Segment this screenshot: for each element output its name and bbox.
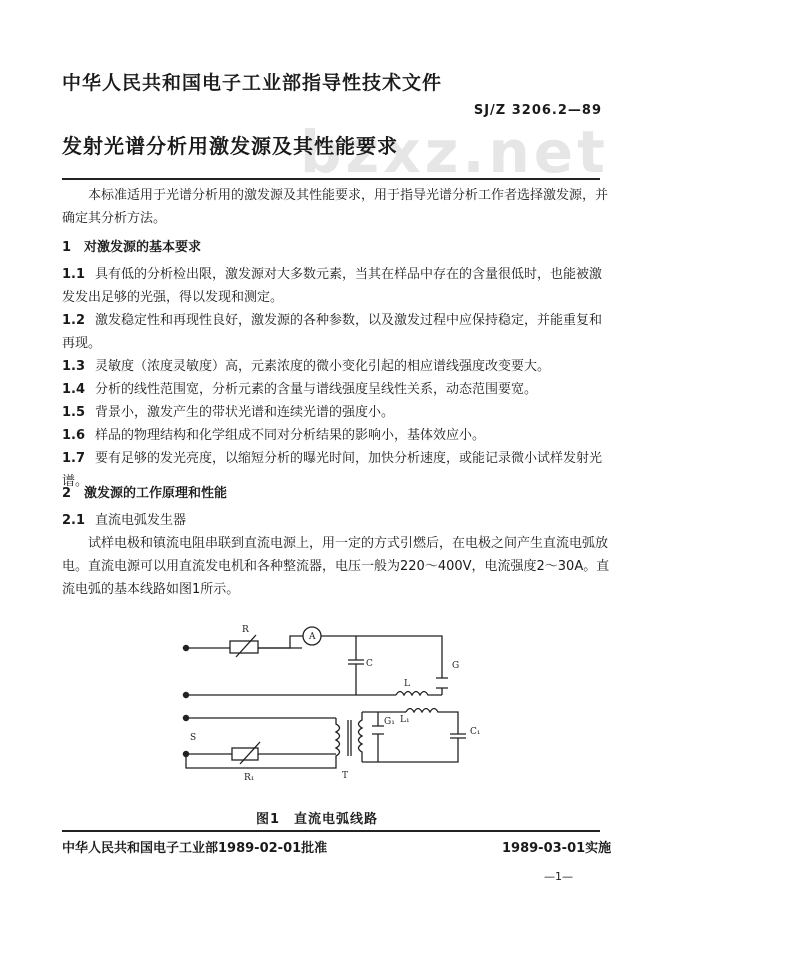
clause-number: 1.4	[62, 382, 86, 397]
clause-number: 1.1	[62, 267, 86, 282]
clause-1-1	[62, 263, 610, 309]
intro-text: 本标准适用于光谱分析用的激发源及其性能要求，用于指导光谱分析工作者选择激发源，并确定其分析方法。	[62, 188, 609, 226]
intro-paragraph	[62, 184, 610, 230]
clause-number: 1.3	[62, 359, 86, 374]
effective-date: 1989-03-01实施	[502, 841, 612, 856]
transformer-secondary	[359, 712, 363, 762]
clause-text: 激发稳定性和再现性良好，激发源的各种参数，以及激发过程中应保持稳定，并能重复和再现。	[62, 313, 603, 351]
clause-1-6	[62, 424, 610, 447]
subsection-2-1-body: 试样电极和镇流电阻串联到直流电源上，用一定的方式引燃后，在电极之间产生直流电弧放电。直流电源可以用直流发电机和各种整流器，电压一般为220～400V，电流强度2～30A。直流电弧的基本线路如图1所示。	[62, 536, 610, 597]
capacitor-c1	[450, 734, 466, 738]
resistor-wiper	[236, 635, 256, 657]
clause-1-5	[62, 401, 610, 424]
transformer-primary	[336, 718, 340, 758]
label-r: R	[242, 625, 249, 635]
page-title: 发射光谱分析用激发源及其性能要求	[62, 134, 398, 158]
clause-number: 1.5	[62, 405, 86, 420]
label-c1: C₁	[470, 727, 481, 737]
clause-text: 背景小，激发产生的带状光谱和连续光谱的强度小。	[95, 405, 395, 420]
spark-gap-g	[436, 668, 448, 695]
inductor-l1	[406, 709, 458, 735]
dc-arc-circuit-diagram	[170, 608, 490, 798]
section-2	[62, 482, 610, 601]
clause-text: 具有低的分析检出限，激发源对大多数元素，当其在样品中存在的含量很低时，也能被激发发出足够的光强，得以发现和测定。	[62, 267, 603, 305]
wire	[186, 754, 336, 768]
title-rule	[62, 178, 600, 180]
clause-1-4	[62, 378, 610, 401]
label-s: S	[190, 733, 197, 743]
resistor-wiper	[240, 742, 260, 764]
subsection-title: 直流电弧发生器	[95, 513, 187, 528]
watermark: bzxz.net	[300, 118, 609, 186]
label-g: G	[452, 661, 460, 671]
figure-caption: 图1 直流电弧线路	[256, 812, 379, 827]
inductor-l	[396, 692, 442, 696]
label-l: L	[404, 679, 410, 689]
subsection-2-1-heading	[62, 509, 610, 532]
clause-1-3	[62, 355, 610, 378]
clause-text: 要有足够的发光亮度，以缩短分析的曝光时间，加快分析速度，或能记录微小试样发射光谱。	[62, 451, 603, 489]
label-r1: R₁	[244, 773, 255, 783]
capacitor-c	[348, 636, 364, 695]
clause-number: 1.7	[62, 451, 86, 466]
wire	[362, 738, 458, 762]
clause-number: 1.6	[62, 428, 86, 443]
label-g1: G₁	[384, 717, 395, 727]
clause-text: 样品的物理结构和化学组成不同对分析结果的影响小，基体效应小。	[95, 428, 486, 443]
document-issuer-heading: 中华人民共和国电子工业部指导性技术文件	[62, 72, 443, 94]
page-number: —1—	[544, 870, 573, 883]
section-1	[62, 236, 610, 493]
approval-date: 中华人民共和国电子工业部1989-02-01批准	[62, 841, 328, 856]
clause-number: 1.2	[62, 313, 86, 328]
resistor-r	[230, 641, 258, 653]
label-l1: L₁	[400, 715, 410, 725]
transformer-core	[348, 720, 351, 756]
clause-text: 灵敏度（浓度灵敏度）高，元素浓度的微小变化引起的相应谱线强度改变要大。	[95, 359, 551, 374]
clause-number: 2.1	[62, 513, 86, 528]
label-c: C	[366, 659, 373, 669]
wire	[258, 636, 442, 668]
standard-number: SJ/Z 3206.2—89	[473, 103, 602, 118]
clause-1-2	[62, 309, 610, 355]
section-1-heading: 1 对激发源的基本要求	[62, 240, 202, 255]
footer-rule	[62, 830, 600, 832]
spark-gap-g1	[372, 712, 384, 762]
label-a: A	[309, 632, 316, 642]
label-t: T	[342, 771, 349, 781]
clause-text: 分析的线性范围宽，分析元素的含量与谱线强度呈线性关系，动态范围要宽。	[95, 382, 538, 397]
section-2-heading: 2 激发源的工作原理和性能	[62, 486, 228, 501]
